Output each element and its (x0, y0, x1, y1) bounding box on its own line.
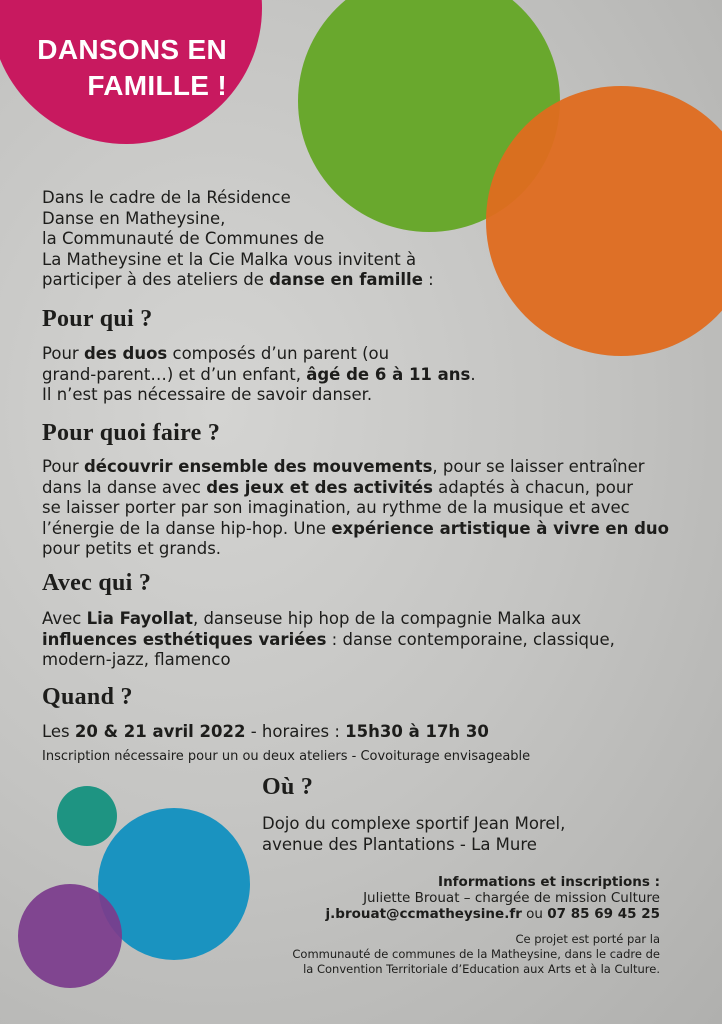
pour-qui-text: Pour des duos composés d’un parent (ou grand-parent…) et d’un enfant, âgé de 6 à 11 ans. Il n’est pas nécessaire de savoir danser. (42, 344, 476, 404)
pour-quoi-faire-text: Pour découvrir ensemble des mouvements, pour se laisser entraîner dans la danse avec des jeux et des activités adaptés à chacun, pour se laisser porter par son imagination, au rythme de la musique et avec l’énergie de la danse hip-hop. Une expérience artistique à vivre en duo pour petits et grands. (42, 457, 669, 558)
registration-note: Inscription nécessaire pour un ou deux ateliers - Covoiturage envisageable (42, 749, 531, 764)
heading-avec-qui: Avec qui ? (42, 570, 152, 596)
email-link[interactable]: j.brouat@ccmatheysine.fr (325, 906, 522, 922)
heading-pour-qui: Pour qui ? (42, 306, 153, 332)
location-text: Dojo du complexe sportif Jean Morel, avenue des Plantations - La Mure (262, 814, 566, 854)
teal-circle (57, 786, 117, 846)
heading-quand: Quand ? (42, 684, 133, 710)
phone-number[interactable]: 07 85 69 45 25 (547, 906, 660, 922)
project-credits: Ce projet est porté par la Communauté de communes de la Matheysine, dans le cadre de la Convention Territoriale d’Education aux Arts et à la Culture. (292, 932, 660, 976)
heading-pour-quoi-faire: Pour quoi faire ? (42, 420, 221, 446)
heading-ou: Où ? (262, 774, 314, 800)
contact-info: Informations et inscriptions : Juliette Brouat – chargée de mission Culture j.brouat@ccmatheysine.fr ou 07 85 69 45 25 (325, 874, 660, 922)
page-title: DANSONS EN FAMILLE ! (37, 34, 227, 101)
quand-text: Les 20 & 21 avril 2022 - horaires : 15h30 à 17h 30 (42, 722, 489, 741)
purple-circle (18, 884, 122, 988)
avec-qui-text: Avec Lia Fayollat, danseuse hip hop de la compagnie Malka aux influences esthétiques variées : danse contemporaine, classique, modern-jazz, flamenco (42, 609, 615, 669)
intro-text: Dans le cadre de la Résidence Danse en Matheysine, la Communauté de Communes de La Matheysine et la Cie Malka vous invitent à participer à des ateliers de danse en famille : (42, 188, 434, 289)
